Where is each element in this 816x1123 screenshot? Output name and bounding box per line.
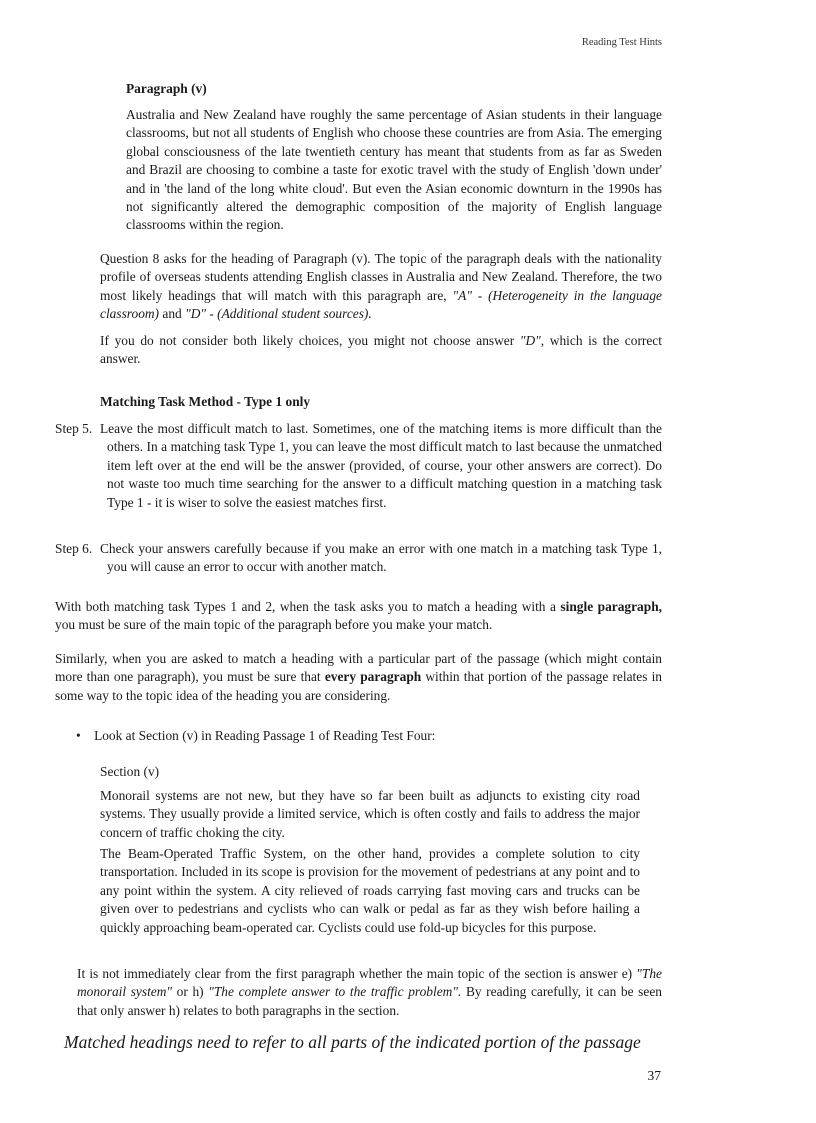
conclusion-option-e: "The monorail system" bbox=[77, 966, 662, 1000]
step-6-text: Check your answers carefully because if you make an error with one match in a matching task Type 1, you will cause an error to occur with another match. bbox=[100, 541, 662, 575]
section-v-paragraph-2: The Beam-Operated Traffic System, on the other hand, provides a complete solution to city transportation. Included in its scope is provision for the movement of pedestrians at any point and to any point within the system. A city relieved of roads carrying fast moving cars and trucks can be given over to pedestrians and cyclists who can walk or pedal as far as they wish before hailing a quickly approaching beam-operated car. Cyclists could use fold-up bicycles for this purpose. bbox=[100, 846, 640, 935]
page-number: 37 bbox=[647, 1068, 661, 1083]
step-6 bbox=[55, 540, 662, 577]
conclusion-or: or h) bbox=[176, 984, 204, 1000]
similarly-after: within that portion of the passage relates in some way to the topic idea of the heading you are considering. bbox=[55, 669, 662, 703]
step-5 bbox=[55, 420, 662, 512]
bullet-item bbox=[76, 727, 435, 745]
step-5-label: Step 5. bbox=[55, 421, 93, 436]
choice-note-before: If you do not consider both likely choices, you might not choose answer bbox=[100, 333, 515, 348]
conclusion-part-2: By reading carefully, it can be seen that only answer h) relates to both paragraphs in the section. bbox=[77, 984, 662, 1018]
bullet-icon: • bbox=[76, 728, 81, 743]
section-v-heading: Section (v) bbox=[100, 764, 160, 779]
section-v-paragraph-1: Monorail systems are not new, but they have so far been built as adjuncts to existing city road systems. They usually provide a limited service, which is often costly and fails to address the major concern of traffic choking the city. bbox=[100, 788, 640, 840]
conclusion-paragraph bbox=[77, 965, 662, 1020]
method-heading: Matching Task Method - Type 1 only bbox=[100, 394, 311, 409]
option-d-heading: "D" - (Additional student sources). bbox=[185, 306, 372, 322]
similarly-emphasis: every paragraph bbox=[324, 669, 422, 685]
question-8-text: Question 8 asks for the heading of Paragraph (v). The topic of the paragraph deals with the nationality profile of overseas students attending English classes in Australia and New Zealand. Therefore, the two most likely headings that will match with this paragraph are, bbox=[100, 251, 662, 303]
similarly-paragraph bbox=[55, 650, 662, 705]
both-types-emphasis: single paragraph, bbox=[560, 599, 662, 614]
option-a-heading: "A" - (Heterogeneity in the language classroom) bbox=[100, 287, 662, 322]
similarly-before: Similarly, when you are asked to match a heading with a particular part of the passage (which might contain more than one paragraph), you must be sure that bbox=[55, 651, 662, 685]
running-header: Reading Test Hints bbox=[581, 37, 662, 48]
choice-note bbox=[100, 332, 662, 369]
step-6-label: Step 6. bbox=[55, 541, 93, 556]
question-8-explanation bbox=[100, 250, 662, 324]
conclusion-part-1: It is not immediately clear from the first paragraph whether the main topic of the section is answer e) bbox=[77, 966, 633, 981]
step-5-text: Leave the most difficult match to last. Sometimes, one of the matching items is more difficult than the others. In a matching task Type 1, you can leave the most difficult match to last because the unmatched item left over at the end will be the answer (provided, of course, your other answers are correct). Do not waste too much time searching for the answer to a difficult matching question in a matching task Type 1 - it is wiser to solve the easiest matches first. bbox=[100, 421, 662, 510]
choice-note-answer: "D", bbox=[519, 333, 545, 348]
both-types-before: With both matching task Types 1 and 2, when the task asks you to match a heading with a bbox=[55, 599, 556, 614]
conclusion-option-h: "The complete answer to the traffic problem". bbox=[208, 984, 462, 1000]
tip-callout: Matched headings need to refer to all parts of the indicated portion of the passage bbox=[64, 1032, 641, 1052]
both-types-after: you must be sure of the main topic of the paragraph before you make your match. bbox=[55, 617, 493, 633]
paragraph-v-text: Australia and New Zealand have roughly the same percentage of Asian students in their language classrooms, but not all students of English who choose these countries are from Asia. The emerging global consciousness of the late twentieth century has meant that students from as far as Sweden and Brazil are choosing to combine a taste for exotic travel with the study of English 'down under' and in 'the land of the long white cloud'. But even the Asian economic downturn in the 1990s has not significantly altered the demographic composition of the majority of English language classrooms within the region. bbox=[126, 107, 662, 233]
and-word: and bbox=[162, 306, 182, 322]
choice-note-after: which is the correct answer. bbox=[100, 333, 662, 367]
both-types-paragraph bbox=[55, 598, 662, 635]
paragraph-v-heading: Paragraph (v) bbox=[126, 81, 207, 96]
bullet-text: Look at Section (v) in Reading Passage 1 of Reading Test Four: bbox=[94, 728, 436, 743]
